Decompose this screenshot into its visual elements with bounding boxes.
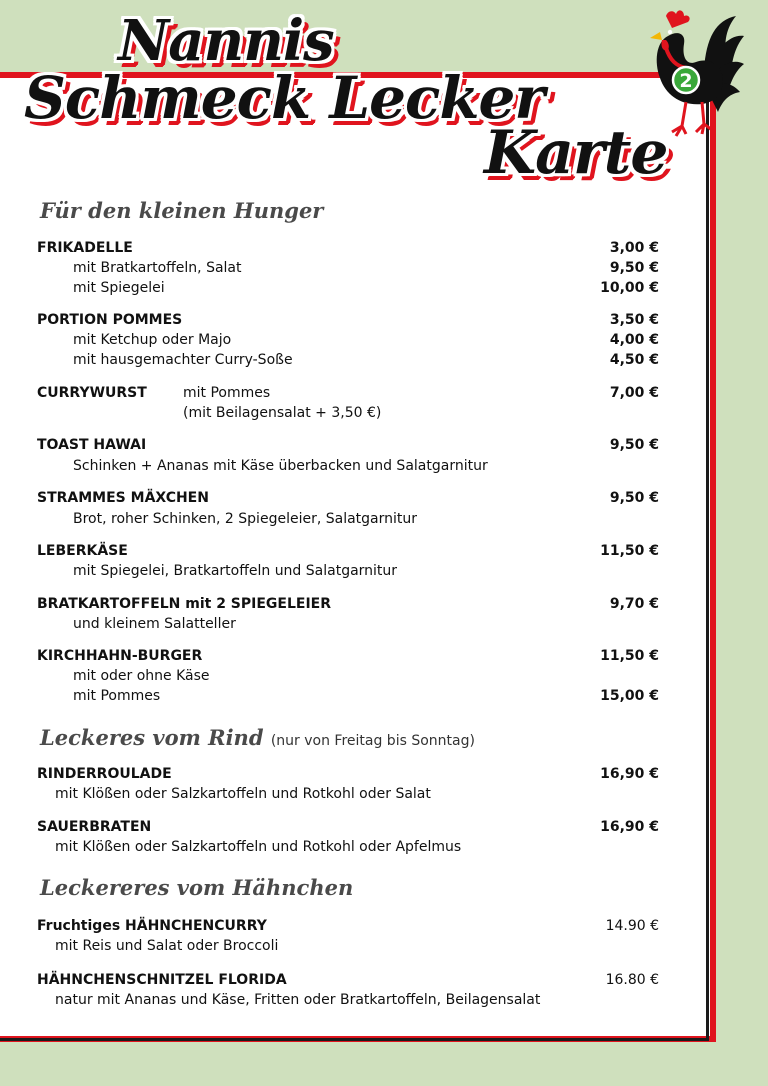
item-price: 16,90 € bbox=[600, 766, 659, 782]
menu-item-description bbox=[37, 458, 659, 478]
menu-item bbox=[37, 648, 659, 668]
menu-item bbox=[37, 972, 659, 992]
section-heading-text: Leckeres vom Rind bbox=[40, 725, 264, 750]
item-price: 3,50 € bbox=[609, 312, 659, 328]
item-price: 15,00 € bbox=[600, 688, 659, 704]
item-name: SAUERBRATEN bbox=[37, 819, 152, 835]
item-name: BRATKARTOFFELN mit 2 SPIEGELEIER bbox=[37, 596, 332, 612]
menu-item-description bbox=[37, 938, 659, 958]
item-option-name: mit Ketchup oder Majo bbox=[73, 332, 232, 348]
item-option-name: mit Bratkartoffeln, Salat bbox=[73, 260, 242, 276]
item-option-name: mit Pommes bbox=[73, 688, 161, 704]
item-price: 16,90 € bbox=[600, 819, 659, 835]
menu-item bbox=[37, 385, 659, 405]
item-name: RINDERROULADE bbox=[37, 766, 172, 782]
rooster-beak-icon bbox=[650, 32, 662, 40]
item-price: 11,50 € bbox=[600, 543, 659, 559]
badge-number: 2 bbox=[679, 70, 693, 92]
section-heading-haehnchen: Leckereres vom Hähnchen bbox=[40, 875, 354, 900]
item-price: 16.80 € bbox=[605, 972, 659, 988]
menu-item bbox=[37, 819, 659, 839]
menu-item-description bbox=[37, 786, 659, 806]
item-name: FRIKADELLE bbox=[37, 240, 133, 256]
item-description: mit Klößen oder Salzkartoffeln und Rotkohl oder Salat bbox=[55, 786, 431, 802]
rooster-logo-icon bbox=[646, 8, 746, 138]
item-price: 9,50 € bbox=[609, 490, 659, 506]
menu-item-option bbox=[37, 688, 659, 708]
rooster-comb-icon bbox=[666, 10, 690, 28]
item-option-name: mit Spiegelei bbox=[73, 280, 165, 296]
item-price: 4,50 € bbox=[609, 352, 659, 368]
menu-item-description bbox=[37, 616, 659, 636]
item-price: 9,50 € bbox=[609, 437, 659, 453]
item-description: mit Spiegelei, Bratkartoffeln und Salatgarnitur bbox=[73, 563, 398, 579]
menu-item bbox=[37, 490, 659, 510]
item-option-name: (mit Beilagensalat + 3,50 €) bbox=[183, 405, 382, 421]
item-name: KIRCHHAHN-BURGER bbox=[37, 648, 203, 664]
item-name: TOAST HAWAI bbox=[37, 437, 147, 453]
item-price: 9,50 € bbox=[609, 260, 659, 276]
menu-item-description bbox=[37, 992, 659, 1012]
number-badge bbox=[673, 67, 699, 93]
menu-item-option bbox=[37, 352, 659, 372]
item-price: 9,70 € bbox=[609, 596, 659, 612]
menu-item-description bbox=[37, 839, 659, 859]
rooster-leg-left-icon bbox=[672, 102, 686, 136]
section-heading-kleiner-hunger: Für den kleinen Hunger bbox=[40, 198, 324, 223]
menu-item-option bbox=[37, 260, 659, 280]
rooster-leg-right-icon bbox=[696, 102, 712, 134]
item-price: 14.90 € bbox=[605, 918, 659, 934]
item-name: PORTION POMMES bbox=[37, 312, 183, 328]
menu-item-description bbox=[37, 511, 659, 531]
item-name: CURRYWURST bbox=[37, 385, 147, 401]
item-option-name: mit oder ohne Käse bbox=[73, 668, 210, 684]
item-name: STRAMMES MÄXCHEN bbox=[37, 490, 209, 506]
item-detail: mit Pommes bbox=[183, 385, 271, 401]
rooster-eye-icon bbox=[668, 30, 672, 34]
item-description: Brot, roher Schinken, 2 Spiegeleier, Salatgarnitur bbox=[73, 511, 418, 527]
menu-item bbox=[37, 437, 659, 457]
menu-item-description bbox=[37, 563, 659, 583]
item-price: 10,00 € bbox=[600, 280, 659, 296]
item-description: mit Reis und Salat oder Broccoli bbox=[55, 938, 279, 954]
menu-title-line-1: Nannis bbox=[118, 8, 334, 74]
item-price: 11,50 € bbox=[600, 648, 659, 664]
menu-item-option bbox=[37, 280, 659, 300]
item-option-name: mit hausgemachter Curry-Soße bbox=[73, 352, 293, 368]
item-name: Fruchtiges HÄHNCHENCURRY bbox=[37, 918, 267, 934]
item-price: 7,00 € bbox=[609, 385, 659, 401]
section-note: (nur von Freitag bis Sonntag) bbox=[270, 733, 475, 749]
menu-item bbox=[37, 240, 659, 260]
item-price: 4,00 € bbox=[609, 332, 659, 348]
item-name: LEBERKÄSE bbox=[37, 543, 128, 559]
item-description: natur mit Ananas und Käse, Fritten oder Bratkartoffeln, Beilagensalat bbox=[55, 992, 541, 1008]
item-description: mit Klößen oder Salzkartoffeln und Rotkohl oder Apfelmus bbox=[55, 839, 462, 855]
menu-item-option bbox=[37, 332, 659, 352]
menu-item bbox=[37, 543, 659, 563]
menu-item bbox=[37, 596, 659, 616]
item-description: Schinken + Ananas mit Käse überbacken und Salatgarnitur bbox=[73, 458, 488, 474]
section-heading-rind bbox=[40, 725, 475, 750]
menu-item bbox=[37, 312, 659, 332]
item-description: und kleinem Salatteller bbox=[73, 616, 236, 632]
menu-title-line-2: Schmeck Lecker bbox=[24, 64, 544, 132]
menu-title-line-3: Karte bbox=[484, 118, 668, 188]
menu-item bbox=[37, 766, 659, 786]
menu-item-option bbox=[37, 668, 659, 688]
menu-item bbox=[37, 918, 659, 938]
item-price: 3,00 € bbox=[609, 240, 659, 256]
menu-item-option bbox=[37, 405, 659, 425]
item-name: HÄHNCHENSCHNITZEL FLORIDA bbox=[37, 972, 287, 988]
